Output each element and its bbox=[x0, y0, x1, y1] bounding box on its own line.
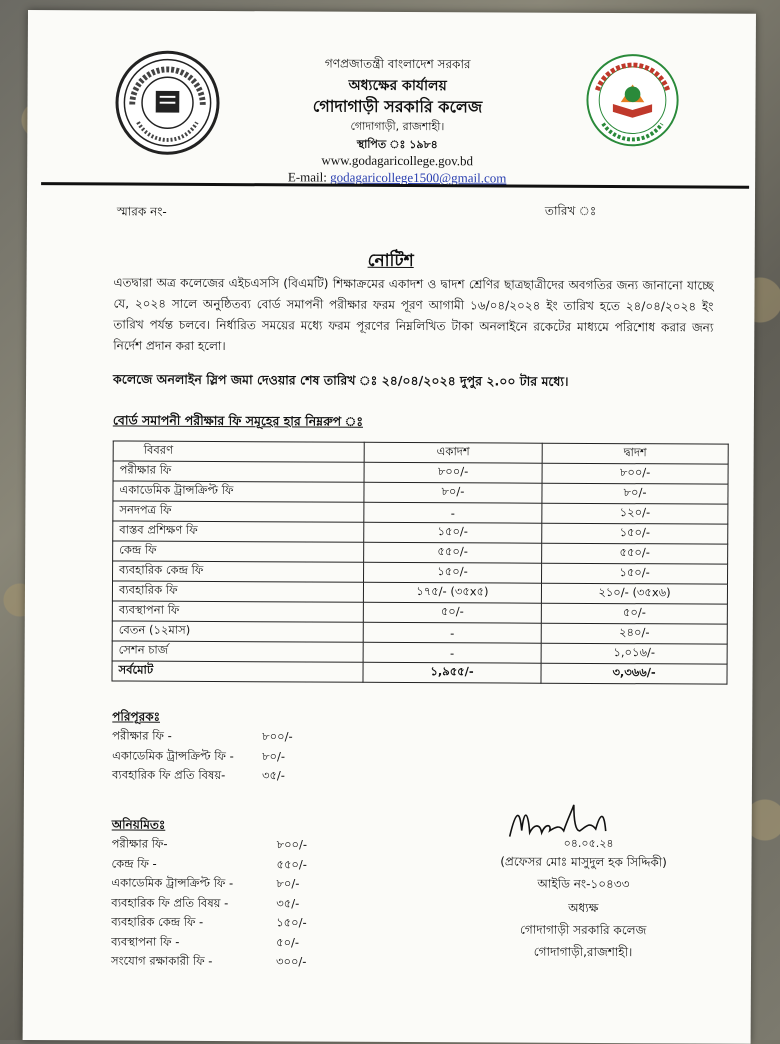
fee-class-twelve: ২১০/- (৩৫x৬) bbox=[542, 583, 728, 604]
signatory-college: গোদাগাড়ী সরকারি কলেজ bbox=[519, 922, 647, 938]
fee-label: ব্যবহারিক ফি প্রতি বিষয় - bbox=[111, 894, 229, 910]
fee-item-name: পরীক্ষার ফি bbox=[113, 461, 364, 482]
irregular-fee-row bbox=[111, 854, 307, 875]
college-name: গোদাগাড়ী সরকারি কলেজ bbox=[312, 96, 483, 117]
college-address: গোদাগাড়ী, রাজশাহী। bbox=[350, 119, 445, 134]
irregular-list bbox=[111, 834, 307, 972]
fee-table bbox=[111, 440, 728, 684]
fee-class-twelve: ২৪০/- bbox=[541, 623, 727, 644]
fee-class-eleven: - bbox=[364, 502, 542, 523]
fee-class-eleven: - bbox=[363, 622, 541, 643]
notice-document bbox=[23, 10, 756, 1044]
fee-label: ব্যবহারিক কেন্দ্র ফি - bbox=[111, 914, 204, 929]
fee-class-twelve: ১,০১৬/- bbox=[541, 643, 727, 664]
email-label: E-mail: bbox=[287, 169, 327, 185]
fee-amount: ৩৫/- bbox=[276, 895, 300, 910]
fee-amount: ৮০/- bbox=[276, 876, 300, 891]
government-name: গণপ্রজাতন্ত্রী বাংলাদেশ সরকার bbox=[324, 56, 471, 72]
website-link[interactable]: www.godagaricollege.gov.bd bbox=[321, 152, 474, 169]
fee-amount: ৫০/- bbox=[276, 934, 300, 949]
fee-label: পরীক্ষার ফি - bbox=[112, 728, 172, 743]
fee-class-twelve: ৫৫০/- bbox=[542, 543, 728, 564]
fee-amount: ৫৫০/- bbox=[276, 856, 308, 871]
fee-label: ব্যবহারিক ফি প্রতি বিষয়- bbox=[111, 767, 226, 783]
fee-item-name: ব্যবস্থাপনা ফি bbox=[112, 601, 363, 622]
supplementary-title: পরিপূরকঃ bbox=[112, 709, 161, 724]
fee-item-name: সেশন চার্জ bbox=[112, 641, 363, 662]
fee-amount: ৩৫/- bbox=[261, 768, 286, 783]
fee-class-twelve: ৫০/- bbox=[541, 603, 727, 624]
signatory-address: গোদাগাড়ী,রাজশাহী। bbox=[533, 944, 633, 960]
fee-amount: ১৫০/- bbox=[276, 915, 307, 930]
fee-heading: বোর্ড সমাপনী পরীক্ষার ফি সমূহের হার নিম্নরুপ ঃ bbox=[112, 412, 364, 429]
fee-item-name: ব্যবহারিক কেন্দ্র ফি bbox=[113, 561, 364, 582]
fee-label: কেন্দ্র ফি - bbox=[111, 855, 157, 871]
supplementary-list bbox=[112, 726, 293, 785]
fee-class-eleven: ৮০/- bbox=[364, 482, 542, 503]
irregular-fee-row bbox=[111, 893, 307, 914]
fee-label: ব্যবস্থাপনা ফি - bbox=[111, 933, 180, 949]
memo-number-label: স্মারক নং- bbox=[116, 204, 167, 219]
fee-item-name: একাডেমিক ট্রান্সক্রিপ্ট ফি bbox=[113, 481, 364, 502]
fee-amount: ৮০০/- bbox=[276, 837, 308, 852]
irregular-fee-row bbox=[111, 873, 307, 894]
fee-class-twelve: ১৫০/- bbox=[542, 523, 728, 544]
notice-title: নোটিশ bbox=[367, 250, 414, 272]
office-name: অধ্যক্ষের কার্যালয় bbox=[348, 77, 447, 95]
fee-label: পরীক্ষার ফি- bbox=[111, 836, 168, 851]
total-class-twelve: ৩,৩৬৬/- bbox=[541, 663, 727, 684]
supplementary-fee-row bbox=[112, 746, 293, 766]
header-class-twelve: দ্বাদশ bbox=[542, 443, 728, 464]
fee-amount: ৮০০/- bbox=[262, 729, 293, 744]
slogan-emblem-logo bbox=[583, 51, 682, 150]
college-seal-logo bbox=[115, 50, 220, 155]
fee-item-name: সনদপত্র ফি bbox=[113, 501, 364, 522]
notice-body: এতদ্বারা অত্র কলেজের এইচএসসি (বিএমটি) শিক্ষাক্রমের একাদশ ও দ্বাদশ শ্রেণির ছাত্রছাত্রীদের অবগতির জন্য জানানো যাচ্ছে যে, ২০২৪ সালে অনুষ্ঠিতব্য বোর্ড সমাপনী পরীক্ষার ফরম পূরণ আগামী ১৬/০৪/২০২৪ ইং তারিখ হতে ২৪/০৪/২০২৪ ইং তারিখ পর্যন্ত চলবে। নির্ধারিত সময়ের মধ্যে ফরম পূরণের নিম্নলিখিত টাকা অনলাইনে রকেটের মাধ্যমে পরিশোধ করার জন্য নির্দেশ প্রদান করা হলো। bbox=[113, 275, 714, 354]
supplementary-fee-row bbox=[112, 765, 293, 785]
fee-item-name: কেন্দ্র ফি bbox=[113, 541, 364, 562]
fee-class-eleven: - bbox=[363, 642, 541, 663]
signatory-designation: অধ্যক্ষ bbox=[568, 900, 599, 915]
fee-class-eleven: ৮০০/- bbox=[364, 462, 542, 483]
fee-table-row bbox=[113, 481, 728, 504]
header-divider bbox=[41, 182, 749, 189]
fee-item-name: বাস্তব প্রশিক্ষণ ফি bbox=[113, 521, 364, 542]
fee-amount: ৮০/- bbox=[262, 748, 286, 763]
irregular-fee-row bbox=[111, 932, 307, 953]
fee-label: একাডেমিক ট্রান্সক্রিপ্ট ফি - bbox=[111, 875, 234, 891]
total-label: সর্বমোট bbox=[112, 661, 363, 682]
fee-item-name: ব্যবহারিক ফি bbox=[112, 581, 363, 602]
irregular-fee-row bbox=[111, 951, 307, 972]
fee-class-twelve: ১৫০/- bbox=[542, 563, 728, 584]
fee-class-eleven: ১৭৫/- (৩৫x৫) bbox=[363, 582, 541, 603]
total-class-eleven: ১,৯৫৫/- bbox=[363, 662, 541, 683]
fee-label: একাডেমিক ট্রান্সক্রিপ্ট ফি - bbox=[112, 747, 234, 763]
signatory-id: আইডি নং-১০৪৩৩ bbox=[537, 876, 630, 892]
principal-signature bbox=[506, 801, 666, 852]
irregular-fee-row bbox=[111, 912, 307, 933]
established-year: স্থাপিত ঃ ১৯৮৪ bbox=[356, 137, 438, 152]
irregular-title: অনিয়মিতঃ bbox=[111, 817, 166, 832]
fee-class-eleven: ১৫০/- bbox=[363, 562, 541, 583]
submission-deadline: কলেজে অনলাইন স্লিপ জমা দেওয়ার শেষ তারিখ ঃ ২৪/০৪/২০২৪ দুপুর ২.০০ টার মধ্যে। bbox=[113, 371, 569, 389]
fee-label: সংযোগ রক্ষাকারী ফি - bbox=[110, 953, 213, 968]
signatory-name: (প্রফেসর মোঃ মাসুদুল হক সিদ্দিকী) bbox=[500, 854, 667, 870]
header-class-eleven: একাদশ bbox=[364, 442, 542, 463]
fee-amount: ৩০০/- bbox=[275, 954, 307, 969]
fee-class-eleven: ৫০/- bbox=[363, 602, 541, 623]
email-link[interactable]: godagaricollege1500@gmail.com bbox=[330, 169, 507, 186]
fee-item-name: বেতন (১২মাস) bbox=[112, 621, 363, 642]
header-description: বিবরণ bbox=[113, 441, 364, 462]
date-label: তারিখ ঃ bbox=[544, 203, 597, 218]
fee-class-eleven: ১৫০/- bbox=[364, 522, 542, 543]
fee-table-total-row bbox=[112, 661, 727, 684]
svg-text:০৪.০৫.২৪: ০৪.০৫.২৪ bbox=[563, 836, 614, 851]
fee-class-twelve: ১২০/- bbox=[542, 503, 728, 524]
fee-class-twelve: ৮০০/- bbox=[542, 463, 728, 484]
fee-class-twelve: ৮০/- bbox=[542, 483, 728, 504]
supplementary-fee-row bbox=[112, 726, 293, 746]
fee-class-eleven: ৫৫০/- bbox=[363, 542, 541, 563]
irregular-fee-row bbox=[112, 834, 308, 855]
